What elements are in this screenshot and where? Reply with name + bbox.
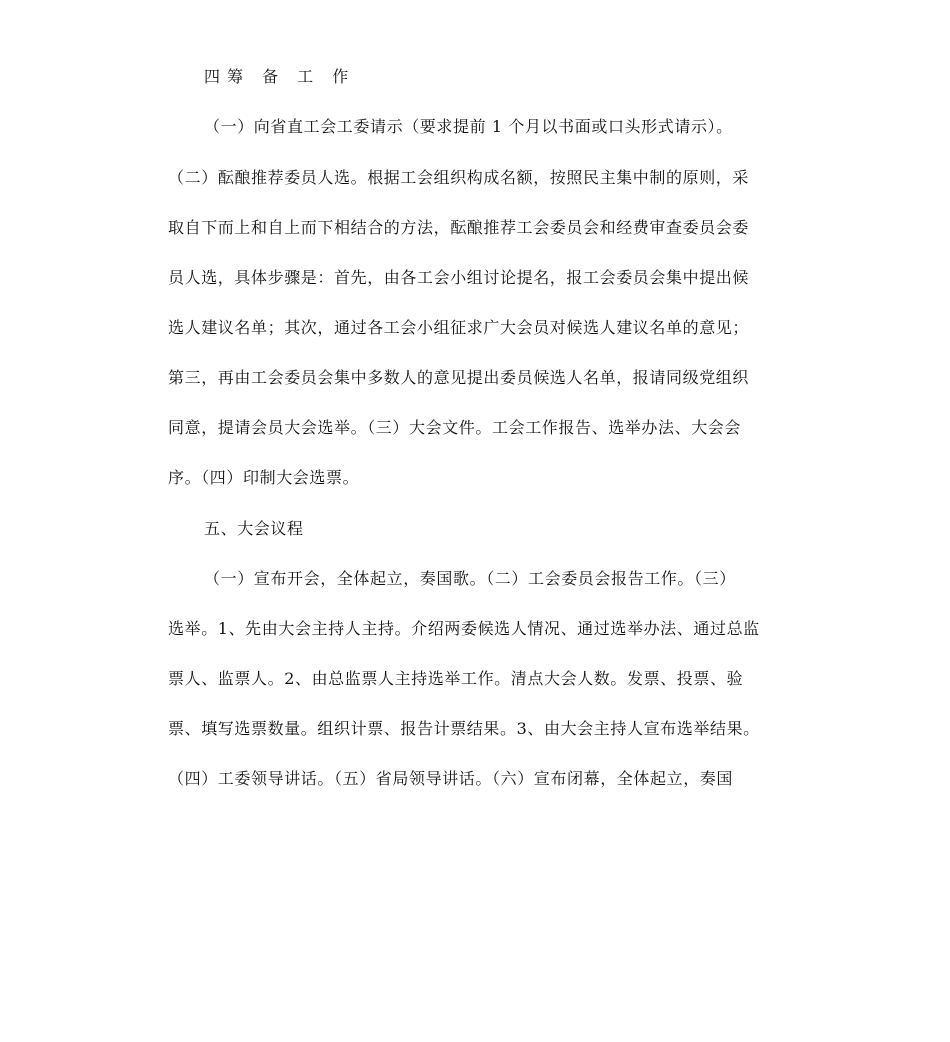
paragraph-line: （一）向省直工会工委请示（要求提前 1 个月以书面或口头形式请示）。 — [204, 117, 733, 136]
paragraph-line: 票人、监票人。2、由总监票人主持选举工作。清点大会人数。发票、投票、验 — [168, 669, 744, 688]
paragraph-line: 第三，再由工会委员会集中多数人的意见提出委员候选人名单，报请同级党组织 — [168, 368, 750, 387]
paragraph-line: （四）工委领导讲话。（五）省局领导讲话。（六）宣布闭幕，全体起立，奏国 — [168, 769, 734, 788]
paragraph-line: 选人建议名单；其次，通过各工会小组征求广大会员对候选人建议名单的意见； — [168, 318, 750, 337]
paragraph-line: 员人选，具体步骤是：首先，由各工会小组讨论提名，报工会委员会集中提出候 — [168, 268, 750, 287]
paragraph-line: 取自下而上和自上而下相结合的方法，酝酿推荐工会委员会和经费审查委员会委 — [168, 218, 750, 237]
paragraph-line: 选举。1、先由大会主持人主持。介绍两委候选人情况、通过选举办法、通过总监 — [168, 619, 760, 638]
section-heading-agenda: 五、大会议程 — [204, 519, 304, 538]
section-heading-preparation: 四筹 备 工 作 — [204, 67, 356, 86]
paragraph-line: 序。（四）印制大会选票。 — [168, 468, 360, 487]
paragraph-line: 同意，提请会员大会选举。（三）大会文件。工会工作报告、选举办法、大会会 — [168, 418, 742, 437]
paragraph-line: （一）宣布开会，全体起立，奏国歌。（二）工会委员会报告工作。（三） — [204, 569, 736, 588]
paragraph-line: 票、填写选票数量。组织计票、报告计票结果。3、由大会主持人宣布选举结果。 — [168, 719, 760, 738]
paragraph-line: （二）酝酿推荐委员人选。根据工会组织构成名额，按照民主集中制的原则，采 — [168, 168, 750, 187]
